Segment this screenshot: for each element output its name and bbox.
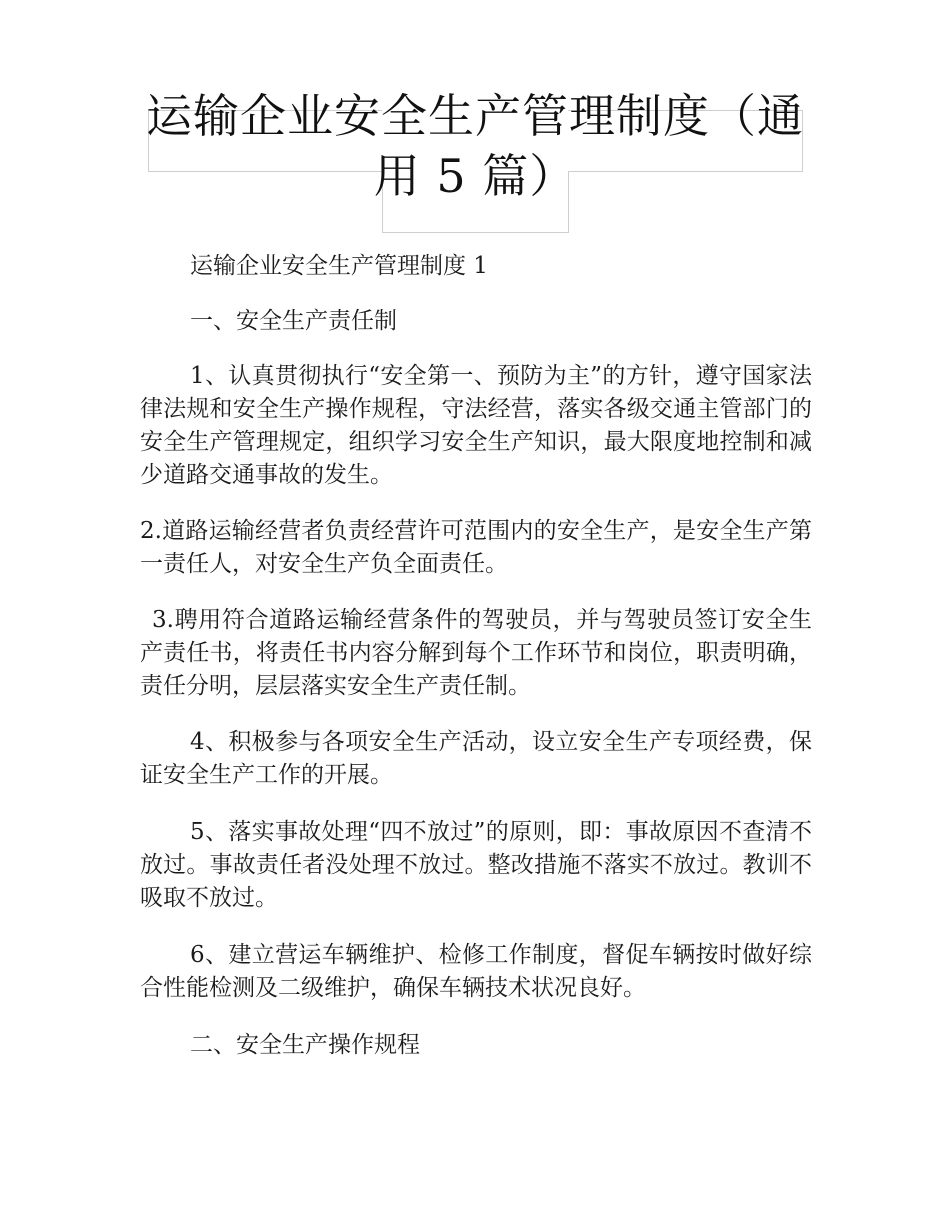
document-title: 运输企业安全生产管理制度（通用 5 篇） <box>146 89 804 203</box>
frame-line <box>382 232 569 233</box>
paragraph: 6、建立营运车辆维护、检修工作制度，督促车辆按时做好综合性能检测及二级维护，确保车辆技术状况良好。 <box>140 942 812 1001</box>
paragraph: 2.道路运输经营者负责经营许可范围内的安全生产，是安全生产第一责任人，对安全生产负全面责任。 <box>140 518 812 577</box>
paragraph: 4、积极参与各项安全生产活动，设立安全生产专项经费，保证安全生产工作的开展。 <box>140 729 812 788</box>
title-frame <box>0 0 950 240</box>
paragraph: 1、认真贯彻执行“安全第一、预防为主”的方针，遵守国家法律法规和安全生产操作规程，守法经营，落实各级交通主管部门的安全生产管理规定，组织学习安全生产知识，最大限度地控制和减少道路交通事故的发生。 <box>140 363 812 488</box>
paragraph: 5、落实事故处理“四不放过”的原则，即：事故原因不查清不放过。事故责任者没处理不放过。整改措施不落实不放过。教训不吸取不放过。 <box>140 819 812 911</box>
chapter-heading: 二、安全生产操作规程 <box>190 1032 420 1058</box>
section-title: 运输企业安全生产管理制度 1 <box>190 253 488 279</box>
chapter-heading: 一、安全生产责任制 <box>190 308 397 334</box>
document-body <box>140 250 812 1062</box>
paragraph: 3.聘用符合道路运输经营条件的驾驶员，并与驾驶员签订安全生产责任书，将责任书内容分解到每个工作环节和岗位，职责明确，责任分明，层层落实安全生产责任制。 <box>140 607 812 699</box>
